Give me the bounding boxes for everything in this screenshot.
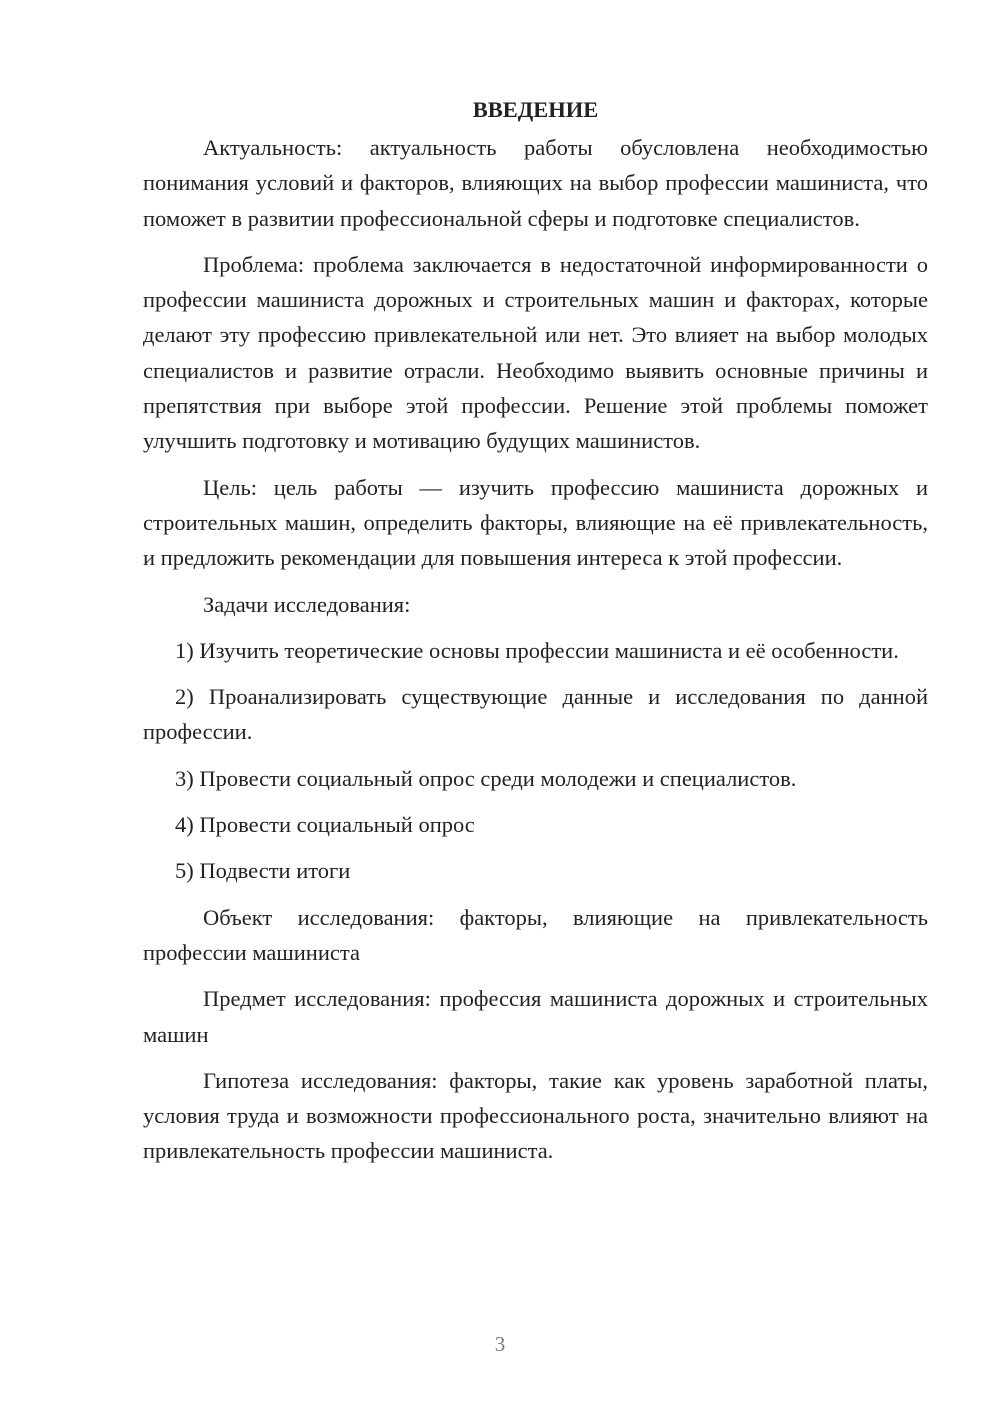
page-number: 3 — [494, 1332, 506, 1356]
task-item-3: 3) Провести социальный опрос среди молодежи и специалистов. — [175, 765, 797, 791]
paragraph-relevance: Актуальность: актуальность работы обусловлена необходимостью понимания условий и факторов, влияющих на выбор профессии машиниста, что поможет в развитии профессиональной сферы и подготовке специалистов. — [143, 135, 928, 231]
paragraph-tasks-heading: Задачи исследования: — [203, 591, 411, 617]
task-item-2: 2) Проанализировать существующие данные и исследования по данной профессии. — [143, 684, 928, 745]
task-item-1: 1) Изучить теоретические основы профессии машиниста и её особенности. — [175, 637, 899, 663]
paragraph-problem: Проблема: проблема заключается в недостаточной информированности о профессии машиниста дорожных и строительных машин и факторах, которые делают эту профессию привлекательной или нет. Это влияет на выбор молодых специалистов и развитие отрасли. Необходимо выявить основные причины и препятствия при выборе этой профессии. Решение этой проблемы поможет улучшить подготовку и мотивацию будущих машинистов. — [143, 251, 928, 454]
paragraph-object: Объект исследования: факторы, влияющие на привлекательность профессии машиниста — [143, 904, 928, 965]
paragraph-subject: Предмет исследования: профессия машиниста дорожных и строительных машин — [143, 986, 928, 1047]
document-title: ВВЕДЕНИЕ — [472, 97, 599, 122]
document-page — [143, 92, 928, 1180]
paragraph-goal: Цель: цель работы — изучить профессию машиниста дорожных и строительных машин, определить факторы, влияющие на её привлекательность, и предложить рекомендации для повышения интереса к этой профессии. — [143, 474, 928, 571]
task-item-5: 5) Подвести итоги — [175, 858, 351, 884]
task-item-4: 4) Провести социальный опрос — [175, 812, 475, 838]
paragraph-hypothesis: Гипотеза исследования: факторы, такие как уровень заработной платы, условия труда и возможности профессионального роста, значительно влияют на привлекательность профессии машиниста. — [143, 1067, 928, 1164]
